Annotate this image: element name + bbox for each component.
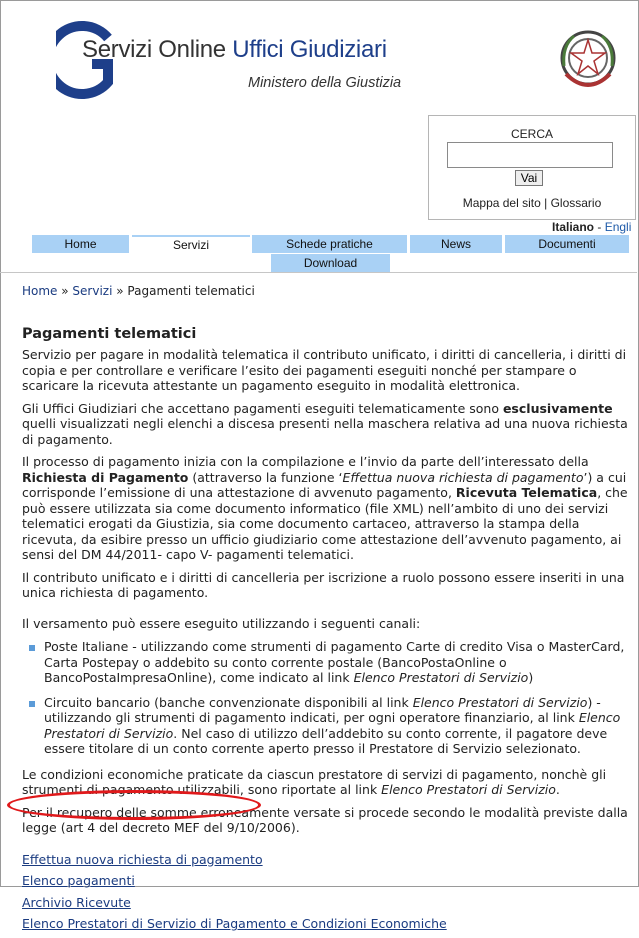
breadcrumb <box>22 284 632 300</box>
nav-tab-documenti[interactable]: Documenti <box>505 235 629 253</box>
logo-text-part2: Uffici Giudiziari <box>232 36 387 63</box>
inline-link-text: Elenco Prestatori di Servizio <box>412 694 588 710</box>
payments-list-link[interactable]: Elenco pagamenti <box>22 873 135 888</box>
emphasis-exclusively: esclusivamente <box>502 400 613 416</box>
red-highlight-ellipse <box>7 790 261 820</box>
inline-link-text: Elenco Prestatori di Servizio <box>381 782 556 797</box>
ministry-subtitle: Ministero della Giustizia <box>248 75 402 91</box>
breadcrumb-sep: » <box>112 284 128 298</box>
text-segment: ) <box>528 670 534 685</box>
glossary-link[interactable]: Glossario <box>550 196 602 210</box>
search-button[interactable]: Vai <box>515 170 543 186</box>
text-segment: Il processo di pagamento inizia con la compilazione e l’invio da parte dell’interessato della <box>22 454 589 469</box>
utility-links <box>429 196 635 210</box>
language-switch <box>552 220 631 234</box>
text-segment: Poste Italiane - utilizzando come strumenti di pagamento Carte di credito Visa o MasterCard, Carta Postepay o addebito su conto corrente postale (BancoPostaOnline o BancoPostaImpresaOnline), come indicato al link <box>44 639 625 685</box>
offices-paragraph <box>22 401 632 448</box>
inline-link-text: Elenco Prestatori di Servizio <box>44 710 621 741</box>
receipts-archive-link[interactable]: Archivio Ricevute <box>22 894 131 910</box>
text-segment: . Nel caso di utilizzo dell’addebito su conto corrente, il pagatore deve essere titolare di un conto corrente aperto presso il Prestatore di Servizio selezionato. <box>44 725 608 756</box>
text-segment: Gli Uffici Giudiziari che accettano pagamenti eseguiti telematicamente sono <box>22 400 503 416</box>
providers-list-link[interactable]: Elenco Prestatori di Servizio di Pagamento e Condizioni Economiche <box>22 916 447 931</box>
text-segment: (attraverso la funzione ‘ <box>188 469 343 485</box>
nav-tab-schede-pratiche[interactable]: Schede pratiche <box>252 235 407 253</box>
list-item <box>44 695 632 757</box>
utility-separator: | <box>544 196 548 210</box>
logo-text-part1: Servizi Online <box>82 36 233 63</box>
process-paragraph <box>22 454 632 563</box>
language-english[interactable]: Engli <box>604 220 632 234</box>
text-segment: quelli visualizzati negli elenchi a discesa presenti nella maschera relativa ad una nuova richiesta di pagamento. <box>22 416 628 447</box>
search-panel <box>428 115 636 220</box>
header-divider <box>0 272 637 273</box>
italian-republic-emblem-icon <box>556 26 620 96</box>
search-title: CERCA <box>510 127 553 141</box>
inline-link-text: Elenco Prestatori di Servizio <box>353 670 529 685</box>
new-payment-request-link[interactable]: Effettua nuova richiesta di pagamento <box>22 851 263 867</box>
nav-tab-home[interactable]: Home <box>32 235 129 253</box>
text-segment: Le condizioni economiche praticate da ciascun prestatore di servizi di pagamento, nonchè gli strumenti di pagamento utilizzabili, sono riportate al link <box>22 766 607 797</box>
main-content <box>22 284 632 938</box>
refund-paragraph: Per il recupero delle somme erroneamente versate si procede secondo le modalità previste dalla legge (art 4 del decreto MEF del 9/10/2006). <box>22 804 628 835</box>
breadcrumb-sep: » <box>57 284 73 298</box>
text-segment: Circuito bancario (banche convenzionate disponibili al link <box>44 694 413 710</box>
search-input[interactable] <box>447 142 613 168</box>
list-item <box>44 639 632 686</box>
emphasis-function-name: Effettua nuova richiesta di pagamento <box>342 469 584 485</box>
language-separator: - <box>594 220 605 234</box>
intro-paragraph: Servizio per pagare in modalità telematica il contributo unificato, i diritti di cancelleria, i diritti di copia e per controllare e verificare l’esito dei pagamenti eseguiti nonché per stampare o scaricare la ricevuta attestante un pagamento eseguito in modalità elettronica. <box>22 347 627 393</box>
service-links <box>22 852 632 932</box>
emphasis-richiesta: Richiesta di Pagamento <box>22 469 189 485</box>
channels-list <box>22 639 632 757</box>
breadcrumb-current: Pagamenti telematici <box>127 284 255 298</box>
language-italian[interactable]: Italiano <box>552 220 595 234</box>
sitemap-link[interactable]: Mappa del sito <box>462 196 541 210</box>
nav-tab-news[interactable]: News <box>410 235 502 253</box>
nav-tab-servizi[interactable]: Servizi <box>132 235 250 253</box>
text-segment: . <box>555 782 560 797</box>
breadcrumb-home[interactable]: Home <box>22 284 58 298</box>
logo-text <box>82 36 387 64</box>
breadcrumb-servizi[interactable]: Servizi <box>72 284 113 298</box>
text-segment: ) - utilizzando gli strumenti di pagamento indicati, per ogni operatore finanziario, al link <box>44 694 601 725</box>
unified-contribution-paragraph: Il contributo unificato e i diritti di cancelleria per iscrizione a ruolo possono essere inseriti in una unica richiesta di pagamento. <box>22 569 625 600</box>
nav-tab-download[interactable]: Download <box>271 254 390 272</box>
text-segment: ’) a cui corrisponde l’emissione di una attestazione di avvenuto pagamento, <box>22 469 627 500</box>
channels-intro: Il versamento può essere eseguito utilizzando i seguenti canali: <box>22 615 421 631</box>
text-segment: , che può essere utilizzata sia come documento informatico (file XML) nell’ambito di uno dei servizi telematici erogati da Giustizia, sia come documento cartaceo, attraverso la stampa della ricevuta, da esibire presso un ufficio giudiziario come attestazione dell’avvenuto pagamento, ai sensi del DM 44/2011- capo V- pagamenti telematici. <box>22 485 628 562</box>
page-title: Pagamenti telematici <box>22 325 197 342</box>
emphasis-ricevuta: Ricevuta Telematica <box>455 485 598 500</box>
